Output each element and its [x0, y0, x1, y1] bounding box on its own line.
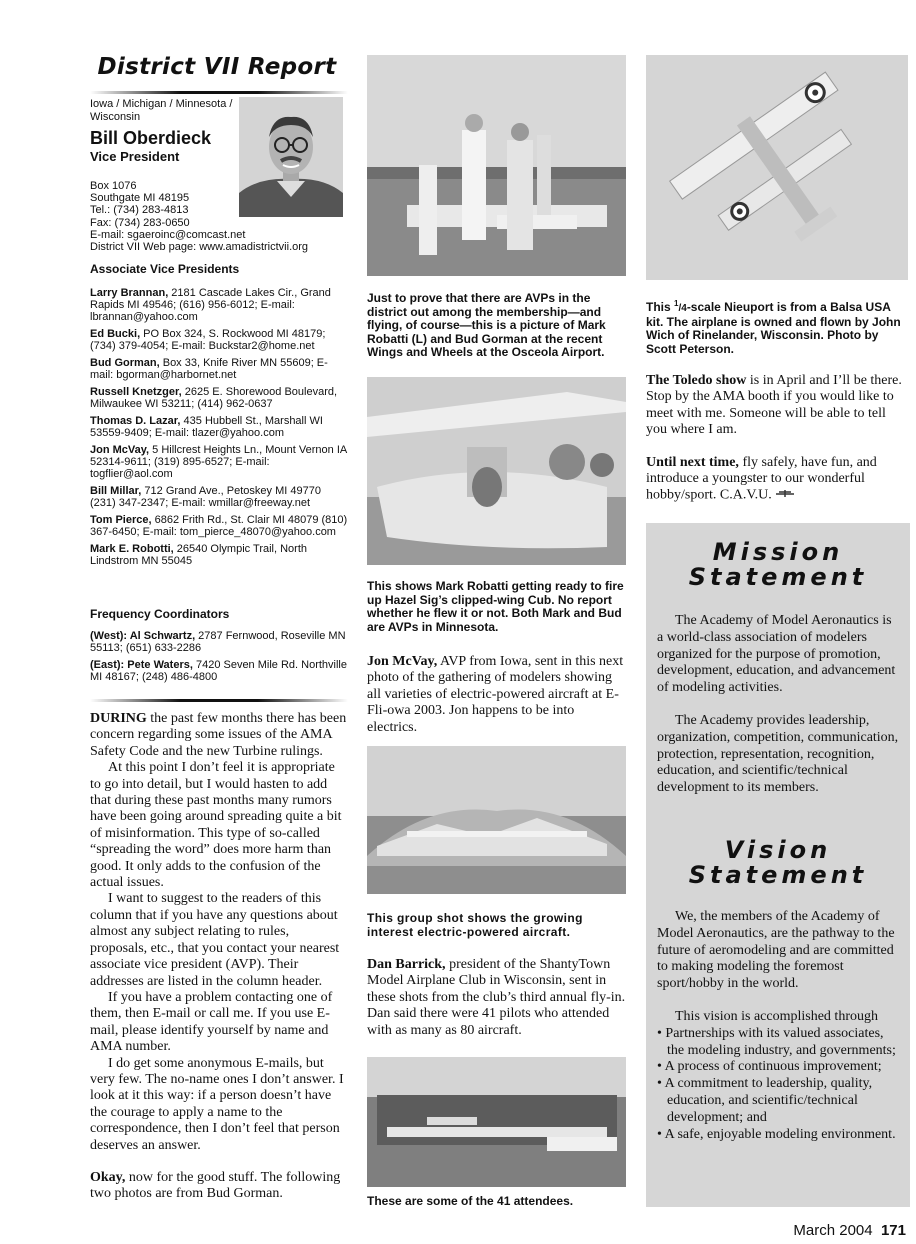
attendees-group-photo [367, 1057, 626, 1187]
mission-title: Mission [712, 538, 844, 566]
vision-bullet: • A process of continuous improvement; [657, 1059, 882, 1075]
ama-logo-icon [775, 487, 795, 503]
avp-entry: Jon McVay, 5 Hillcrest Heights Ln., Mount Vernon IA 52314-9611; (319) 895-6527; E-mail: togflier@aol.com [90, 443, 347, 481]
nieuport-biplane-photo [646, 55, 908, 280]
coordinator-entry: (East): Pete Waters, 7420 Seven Mile Rd. Northville MI 48167; (248) 486-4800 [90, 658, 347, 684]
coordinator-entry: (West): Al Schwartz, 2787 Fernwood, Roseville MN 55113; (651) 633-2286 [90, 630, 346, 655]
page-footer [793, 1222, 906, 1239]
avp-entry: Russell Knetzger, 2625 E. Shorewood Boulevard, Milwaukee WI 53211; (414) 962-0637 [90, 385, 338, 411]
district-states: Iowa / Michigan / Minnesota / Wisconsin [90, 98, 233, 123]
paragraph: The Toledo show is in April and I’ll be there. Stop by the AMA booth if you would like to meet with me. Someone will be able to tell you where I am. [646, 373, 902, 438]
avp-entry: Thomas D. Lazar, 435 Hubbell St., Marshall WI 53559-9409; E-mail: tlazer@yahoo.com [90, 414, 323, 440]
vision-bullet: • Partnerships with its valued associates, the modeling industry, and governments; [657, 1025, 896, 1058]
vp-title: Vice President [90, 149, 180, 164]
paragraph: DURING the past few months there has been concern regarding some issues of the AMA Safety Code and the new Turbine rulings. [90, 711, 347, 759]
divider [90, 91, 348, 94]
avp-entry: Larry Brannan, 2181 Cascade Lakes Cir., Grand Rapids MI 49546; (616) 956-6012; E-mail: lbrannan@yahoo.com [90, 287, 331, 324]
frequency-coordinator-list [90, 630, 348, 688]
mission-title-statement: Statement [688, 563, 868, 591]
clipped-wing-cub-photo [367, 377, 626, 565]
vision-bullet: • A commitment to leadership, quality, education, and scientific/technical development; and [657, 1076, 873, 1125]
address-line: Box 1076 [90, 180, 137, 192]
column-3-article [646, 373, 906, 504]
associate-vp-list [90, 287, 348, 572]
page-number: 171 [880, 1222, 906, 1239]
vision-text: We, the members of the Academy of Model Aeronautics, are the pathway to the future of aeromodeling and are committed to making modeling the foremost sport/hobby in the world. This vision is accomplished through • Partnerships with its valued associates, the modeling industry, and governments; • A process of continuous improvement; • A commitment to leadership, quality, education, and scientific/technical development; and • A safe, enjoyable modeling environment. [657, 909, 901, 1143]
barrick-paragraph: Dan Barrick, president of the ShantyTown Model Airplane Club in Wisconsin, sent in these shots from the club’s third annual fly-in. Dan said there were 41 pilots who attended with as many as 80 aircraft. [367, 957, 626, 1038]
vision-bullet: • A safe, enjoyable modeling environment. [657, 1126, 896, 1142]
frequency-coordinators-heading: Frequency Coordinators [90, 607, 230, 621]
email-line: E-mail: sgaeroinc@comcast.net [90, 228, 246, 241]
paragraph: I want to suggest to the readers of this column that if you have any questions about almost any subject relating to rules, proposals, etc., that you contact your nearest associate vice president (AVP). Their addresses are listed in the column header. [90, 891, 340, 989]
mission-vision-box [646, 523, 910, 1207]
photo-caption: This $^1$/4-scale Nieuport is from a Balsa USA kit. The airplane is owned and flown by John Wich of Rinelander, Wisconsin. Photo by Scott Peterson. [646, 299, 901, 356]
vision-title: Vision [724, 836, 832, 864]
column-1-article [90, 711, 348, 1203]
divider [90, 699, 348, 702]
address-line: Southgate MI 48195 [90, 192, 190, 205]
paragraph: Okay, now for the good stuff. The following two photos are from Bud Gorman. [90, 1169, 341, 1202]
electric-aircraft-group-photo [367, 746, 626, 894]
associate-vps-heading: Associate Vice Presidents [90, 262, 240, 276]
avp-entry: Tom Pierce, 6862 Frith Rd., St. Clair MI 48079 (810) 367-6450; E-mail: tom_pierce_48070@yahoo.com [90, 513, 348, 538]
avp-entry: Bill Millar, 712 Grand Ave., Petoskey MI 49770 (231) 347-2347; E-mail: wmillar@freeway.net [90, 484, 321, 510]
phone-line: Tel.: (734) 283-4813 [90, 204, 189, 217]
photo-caption: These are some of the 41 attendees. [367, 1194, 574, 1208]
paragraph: If you have a problem contacting one of them, then E-mail or call me. If you use E-mail, please identify yourself by name and AMA number. [90, 989, 333, 1055]
paragraph: I do get some anonymous E-mails, but very few. The no-name ones I don’t answer. I look at it this way: if a person doesn’t have the courage to apply a name to the correspondence, then I don’t feel that person deserves an answer. [90, 1055, 344, 1153]
avp-entry: Mark E. Robotti, 26540 Olympic Trail, North Lindstrom MN 55045 [90, 542, 308, 567]
web-line: District VII Web page: www.amadistrictvii.org [90, 241, 309, 254]
fax-line: Fax: (734) 283-0650 [90, 216, 190, 229]
report-title: District VII Report [97, 54, 337, 80]
vision-title-statement: Statement [688, 861, 868, 889]
photo-caption: Just to prove that there are AVPs in the district out among the membership—and flying, of course—this is a picture of Mark Robatti (L) and Bud Gorman at the recent Wings and Wheels at the Osceola Airport. [367, 291, 606, 360]
mcvay-paragraph: Jon McVay, AVP from Iowa, sent in this next photo of the gathering of modelers showing all varieties of electric-powered aircraft at E-Fli-owa 2003. Jon happens to be into electrics. [367, 654, 624, 735]
avp-entry: Ed Bucki, PO Box 324, S. Rockwood MI 48179; (734) 379-4054; E-mail: Buckstar2@home.net [90, 328, 326, 353]
vp-contact-address [90, 180, 350, 253]
issue-date: March 2004 [793, 1222, 873, 1239]
paragraph: At this point I don’t feel it is appropriate to go into detail, but I would hasten to add that during these past months many rumors have been going around spreading quite a bit of misinformation. This type of so-called “spreading the word” does more harm than good. It only adds to the confusion of the actual issues. [90, 760, 342, 891]
paragraph: Until next time, fly safely, have fun, and introduce a youngster to our wonderful hobby/sport. C.A.V.U. [646, 454, 877, 503]
avps-with-airplane-photo [367, 55, 626, 276]
photo-caption: This group shot shows the growing interest electric-powered aircraft. [367, 911, 583, 939]
photo-caption: This shows Mark Robatti getting ready to fire up Hazel Sig’s clipped-wing Cub. No report whether he flew it or not. Both Mark and Bud are AVPs in Minnesota. [367, 579, 624, 634]
vp-name: Bill Oberdieck [90, 128, 212, 148]
mission-text: The Academy of Model Aeronautics is a world-class association of modelers organized for the purpose of promotion, development, education, and advancement of modeling activities. The Academy provides leadership, organization, competition, communication, protection, representation, recognition, education, and scientific/technical development to its members. [657, 613, 899, 796]
avp-entry: Bud Gorman, Box 33, Knife River MN 55609; E-mail: bgorman@harbornet.net [90, 357, 328, 382]
